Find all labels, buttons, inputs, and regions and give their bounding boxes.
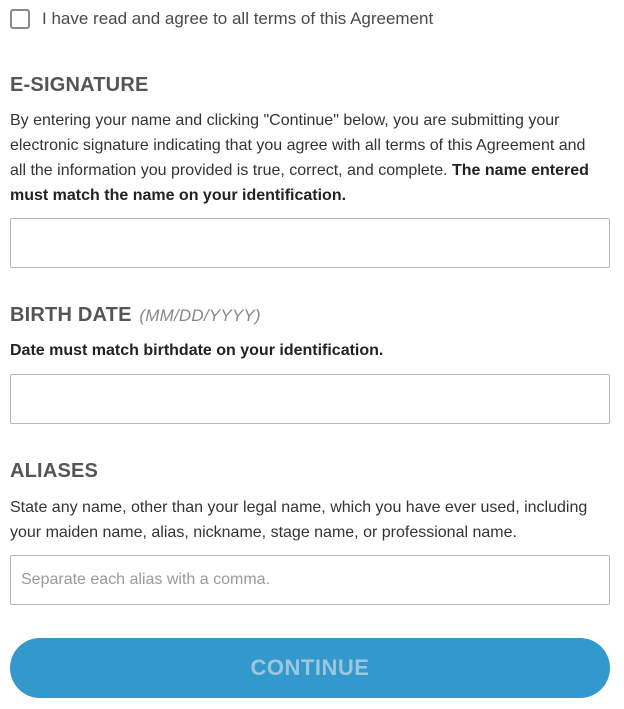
agree-checkbox[interactable] (10, 9, 30, 29)
esignature-description-text: By entering your name and clicking "Continue" below, you are submitting your electronic signature indicating that you agree with all terms of this Agreement and all the information you provided is true, correct, and complete. (10, 112, 586, 179)
birth-date-format-hint: (MM/DD/YYYY) (139, 306, 261, 325)
agree-checkbox-label[interactable]: I have read and agree to all terms of this Agreement (42, 9, 434, 28)
aliases-description-text: State any name, other than your legal name, which you have ever used, including your maiden name, alias, nickname, stage name, or professional name. (10, 499, 588, 541)
continue-button[interactable]: CONTINUE (10, 638, 610, 698)
aliases-title: ALIASES (10, 460, 99, 482)
esignature-title: E-SIGNATURE (10, 74, 149, 96)
birth-date-input[interactable] (10, 374, 610, 424)
agreement-row[interactable] (10, 7, 433, 31)
esignature-input[interactable] (10, 218, 610, 268)
birth-date-title: BIRTH DATE (10, 304, 132, 326)
aliases-description (10, 495, 600, 545)
esignature-description (10, 108, 600, 208)
aliases-input[interactable] (10, 555, 610, 605)
esignature-heading (10, 74, 149, 97)
birth-date-heading (10, 304, 261, 327)
esignature-emphasis: The name entered must match the name on your identification. (10, 162, 589, 204)
aliases-heading (10, 460, 98, 483)
birth-date-note: Date must match birthdate on your identification. (10, 342, 384, 359)
